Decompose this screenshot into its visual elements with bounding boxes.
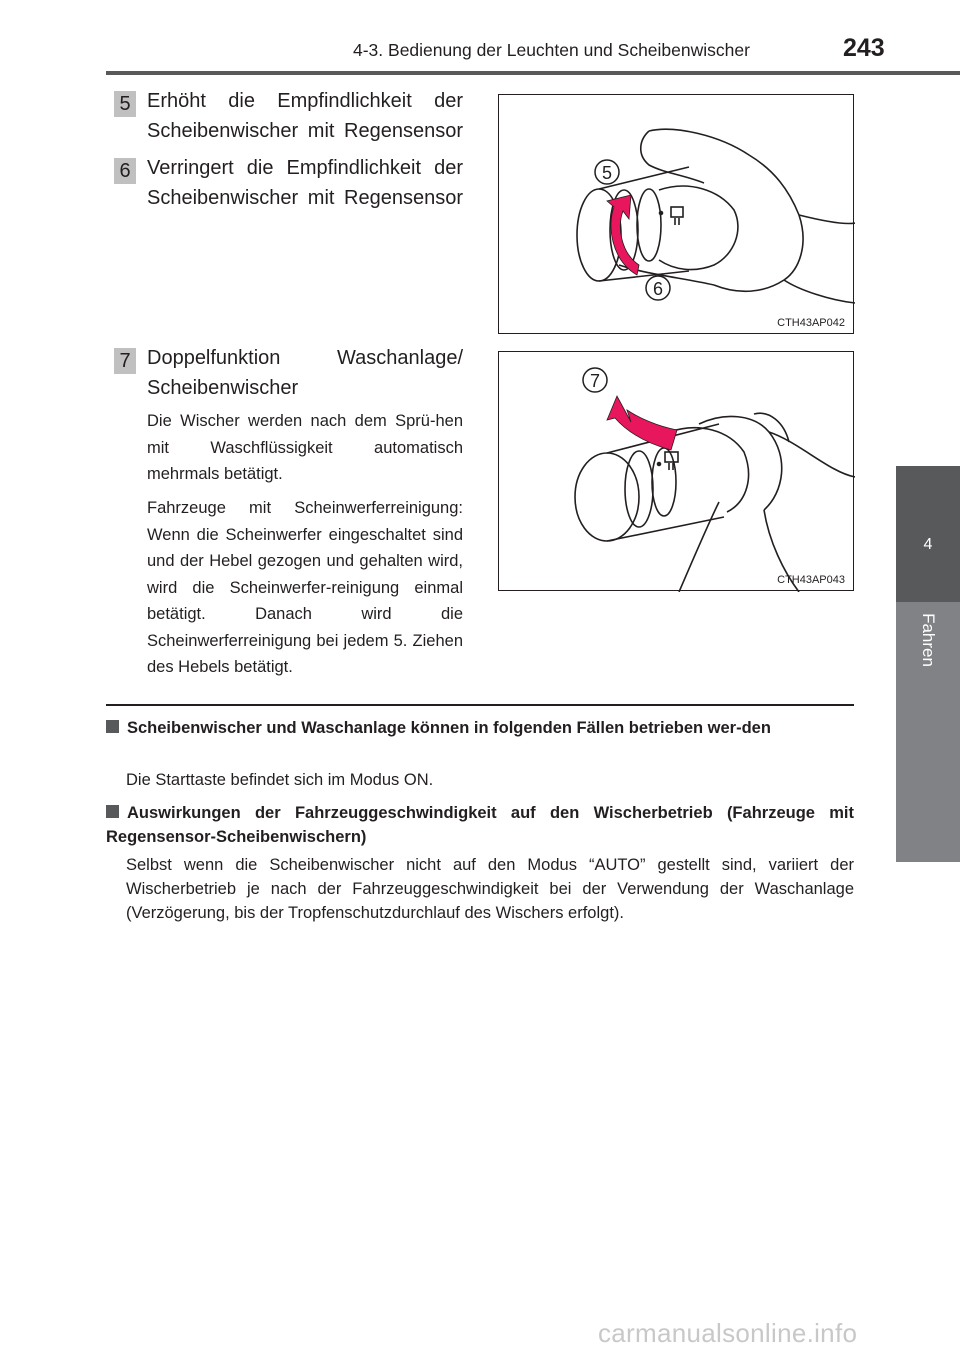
item-7-text: Doppelfunktion Waschanlage/ Scheibenwischer — [147, 347, 463, 399]
chapter-label: Fahren — [919, 613, 938, 667]
item-6-text: Verringert die Empfindlichkeit der Scheibenwischer mit Regensensor — [147, 157, 463, 209]
item-number-6: 6 — [114, 158, 136, 184]
item-number-7: 7 — [114, 348, 136, 374]
bullet-square-icon — [106, 805, 119, 818]
item-7-paragraph-1: Die Wischer werden nach dem Sprü-hen mit Waschflüssigkeit automatisch mehrmals betätigt. — [147, 412, 463, 483]
figure-2-callout-7: 7 — [589, 371, 601, 391]
footer-watermark: carmanualsonline.info — [598, 1318, 858, 1348]
header-rule — [106, 71, 960, 75]
item-number-5: 5 — [114, 91, 136, 117]
note-1-body: Die Starttaste befindet sich im Modus ON. — [126, 771, 434, 789]
item-7-paragraph-2: Fahrzeuge mit Scheinwerferreinigung: Wenn die Scheinwerfer eingeschaltet sind und der Hebel gezogen und gehalten wird, wird die Scheinwerfer-reinigung einmal betätigt. Danach wird die Scheinwerferreinigung bei jedem 5. Ziehen des Hebels betätigt. — [147, 499, 463, 676]
note-2-heading — [106, 801, 854, 849]
item-5-text: Erhöht die Empfindlichkeit der Scheibenwischer mit Regensensor — [147, 90, 463, 142]
section-divider — [106, 704, 854, 706]
note-1-heading-text: Scheibenwischer und Waschanlage können in folgenden Fällen betrieben wer-den — [127, 719, 771, 737]
figure-1-callout-5: 5 — [601, 163, 613, 183]
note-1-heading — [106, 716, 854, 740]
chapter-label-tab — [896, 602, 960, 862]
chapter-tab — [896, 466, 960, 602]
figure-1-callout-6: 6 — [652, 279, 664, 299]
note-2-heading-text: Auswirkungen der Fahrzeuggeschwindigkeit auf den Wischerbetrieb (Fahrzeuge mit Regensensor-Scheibenwischern) — [106, 804, 854, 846]
figure-wiper-sensitivity — [498, 94, 854, 334]
section-title: 4-3. Bedienung der Leuchten und Scheibenwischer — [353, 40, 750, 60]
figure-1-code: CTH43AP042 — [777, 317, 845, 329]
dual-washer-illustration — [499, 352, 855, 592]
figure-dual-washer — [498, 351, 854, 591]
figure-2-code: CTH43AP043 — [777, 574, 845, 586]
chapter-number: 4 — [923, 536, 933, 553]
wiper-sensitivity-illustration — [499, 95, 855, 335]
note-2-body: Selbst wenn die Scheibenwischer nicht auf den Modus “AUTO” gestellt sind, variiert der Wischerbetrieb je nach der Fahrzeuggeschwindigkeit bei der Verwendung der Waschanlage (Verzögerung, bis der Tropfenschutzdurchlauf des Wischers erfolgt). — [126, 856, 854, 922]
bullet-square-icon — [106, 720, 119, 733]
page-number: 243 — [843, 34, 885, 62]
